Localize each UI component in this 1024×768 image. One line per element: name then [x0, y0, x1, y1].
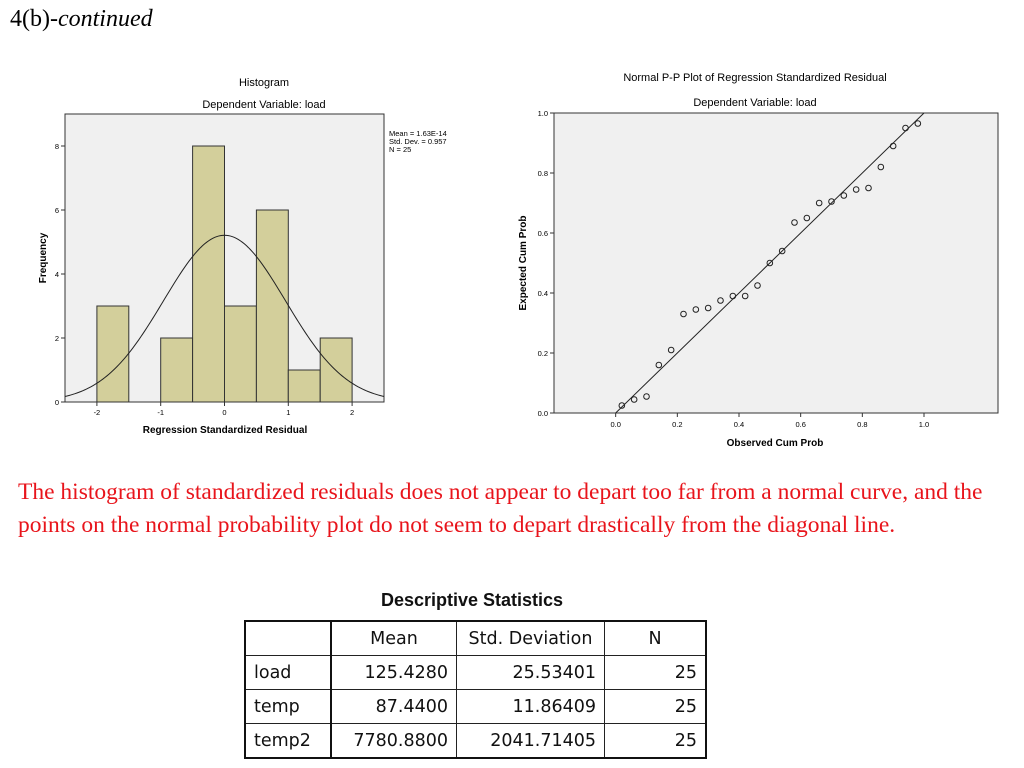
stats-header-row [245, 621, 706, 656]
stats-cell: temp [245, 690, 331, 724]
pp-x-tick-label: 0.2 [672, 420, 683, 429]
stats-header-mean: Mean [331, 621, 457, 656]
histogram-y-tick-label: 0 [54, 398, 59, 407]
histogram-ylabel: Frequency [38, 232, 49, 284]
stats-cell: 11.86409 [457, 690, 605, 724]
histogram-stat-n: N = 25 [389, 145, 412, 154]
histogram-subtitle: Dependent Variable: load [202, 99, 326, 111]
stats-cell: temp2 [245, 724, 331, 759]
histogram-x-tick-label: 1 [286, 408, 291, 417]
pp-x-tick-label: 1.0 [918, 420, 930, 429]
histogram-title: Histogram [238, 77, 290, 89]
histogram-bar [225, 306, 257, 402]
pp-plot-area [554, 113, 998, 413]
histogram-chart [38, 77, 447, 436]
histogram-x-tick-label: -1 [157, 408, 165, 417]
stats-header-std: Std. Deviation [457, 621, 605, 656]
stats-row [245, 724, 706, 759]
pp-ylabel: Expected Cum Prob [518, 215, 529, 311]
pp-subtitle: Dependent Variable: load [693, 97, 817, 109]
histogram-bar [161, 338, 193, 402]
histogram-x-tick-label: 0 [222, 408, 227, 417]
stats-row [245, 656, 706, 690]
histogram-bar [193, 146, 225, 402]
stats-table-title: Descriptive Statistics [380, 590, 564, 610]
interpretation-note: The histogram of standardized residuals does not appear to depart too far from a normal curve, and the points on the normal probability plot do not seem to depart drastically from the diagonal line. [18, 479, 983, 538]
histogram-stat-mean: Mean = 1.63E-14 [389, 129, 447, 138]
stats-header-blank [245, 621, 331, 656]
histogram-x-tick-label: -2 [93, 408, 101, 417]
stats-cell: 25.53401 [457, 656, 605, 690]
stats-cell: 25 [605, 724, 707, 759]
stats-cell: 2041.71405 [457, 724, 605, 759]
histogram-x-tick-label: 2 [350, 408, 355, 417]
histogram-y-tick-label: 2 [54, 334, 59, 343]
histogram-y-tick-label: 8 [54, 142, 59, 151]
heading-main: 4(b)- [10, 6, 58, 32]
stats-cell: 25 [605, 656, 707, 690]
pp-x-tick-label: 0.6 [795, 420, 806, 429]
descriptive-stats-table [244, 620, 707, 759]
stats-row [245, 690, 706, 724]
histogram-bar [256, 210, 288, 402]
pp-x-tick-label: 0.8 [857, 420, 868, 429]
pp-y-tick-label: 0.0 [537, 409, 548, 418]
stats-cell: 25 [605, 690, 707, 724]
pp-y-tick-label: 1.0 [537, 109, 548, 118]
pp-y-tick-label: 0.8 [537, 169, 548, 178]
stats-cell: 87.4400 [331, 690, 457, 724]
histogram-xlabel: Regression Standardized Residual [142, 425, 308, 436]
pp-y-tick-label: 0.2 [537, 349, 548, 358]
stats-cell: load [245, 656, 331, 690]
stats-cell: 125.4280 [331, 656, 457, 690]
pp-x-tick-label: 0.0 [610, 420, 621, 429]
pp-plot-chart [518, 72, 998, 449]
histogram-y-tick-label: 6 [54, 206, 59, 215]
pp-y-tick-label: 0.4 [537, 289, 548, 298]
pp-x-tick-label: 0.4 [733, 420, 745, 429]
heading-italic: continued [57, 6, 153, 32]
pp-title: Normal P-P Plot of Regression Standardized Residual [623, 72, 887, 84]
histogram-bar [288, 370, 320, 402]
stats-header-n: N [605, 621, 707, 656]
stats-cell: 7780.8800 [331, 724, 457, 759]
histogram-bar [97, 306, 129, 402]
histogram-stat-std: Std. Dev. = 0.957 [389, 137, 447, 146]
pp-y-tick-label: 0.6 [537, 229, 548, 238]
histogram-y-tick-label: 4 [54, 270, 59, 279]
pp-xlabel: Observed Cum Prob [726, 438, 824, 449]
